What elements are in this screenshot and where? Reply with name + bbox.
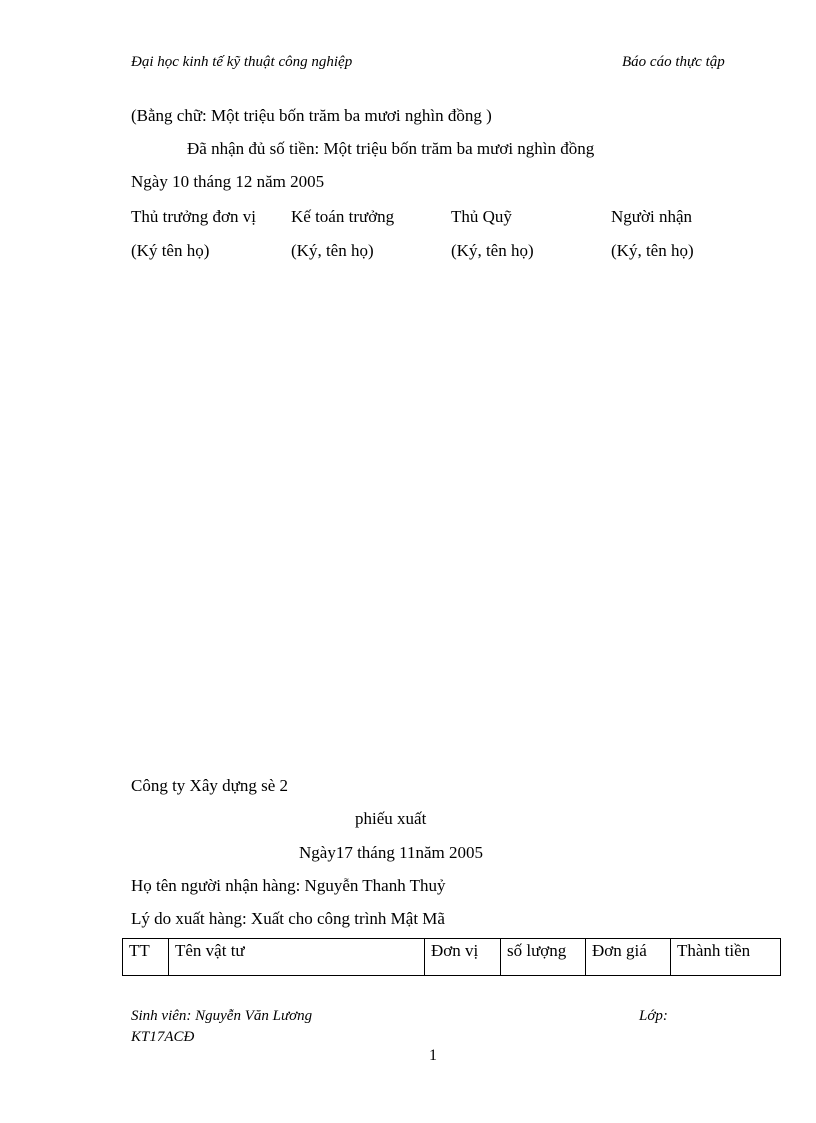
slip-title: phiếu xuất — [355, 809, 427, 828]
col-header-quantity: số lượng — [501, 939, 586, 976]
page-number: 1 — [429, 1047, 437, 1064]
footer-class-label: Lớp: — [639, 1008, 668, 1024]
header-institution: Đại học kinh tế kỹ thuật công nghiệp — [131, 54, 353, 70]
footer-student: Sinh viên: Nguyễn Văn Lương — [131, 1008, 313, 1024]
table-header-row — [123, 939, 781, 976]
signer-note: (Ký, tên họ) — [611, 241, 694, 260]
issue-reason: Lý do xuất hàng: Xuất cho công trình Mật Mã — [131, 909, 445, 928]
amount-received: Đã nhận đủ số tiền: Một triệu bốn trăm ba mươi nghìn đồng — [187, 139, 595, 158]
items-table — [122, 938, 781, 976]
col-header-tt: TT — [123, 939, 169, 976]
footer-class-code: KT17ACĐ — [131, 1029, 195, 1045]
header-report-title: Báo cáo thực tập — [622, 54, 725, 70]
col-header-unit-price: Đơn giá — [586, 939, 671, 976]
receipt-date: Ngày 10 tháng 12 năm 2005 — [131, 172, 325, 191]
slip-date: Ngày17 tháng 11năm 2005 — [299, 843, 483, 862]
signer-role: Thủ trưởng đơn vị — [131, 207, 256, 226]
signer-role: Thủ Quỹ — [451, 207, 512, 226]
col-header-unit: Đơn vị — [425, 939, 501, 976]
signer-note: (Ký, tên họ) — [291, 241, 374, 260]
col-header-material: Tên vật tư — [169, 939, 425, 976]
col-header-amount: Thành tiền — [671, 939, 781, 976]
amount-in-words: (Bằng chữ: Một triệu bốn trăm ba mươi nghìn đồng ) — [131, 106, 492, 125]
signer-note: (Ký tên họ) — [131, 241, 210, 260]
signer-role: Kế toán trưởng — [291, 207, 395, 226]
signer-note: (Ký, tên họ) — [451, 241, 534, 260]
company-name: Công ty Xây dựng sè 2 — [131, 776, 289, 795]
signer-role: Người nhận — [611, 207, 692, 226]
receiver-name: Họ tên người nhận hàng: Nguyễn Thanh Thuỷ — [131, 876, 446, 895]
